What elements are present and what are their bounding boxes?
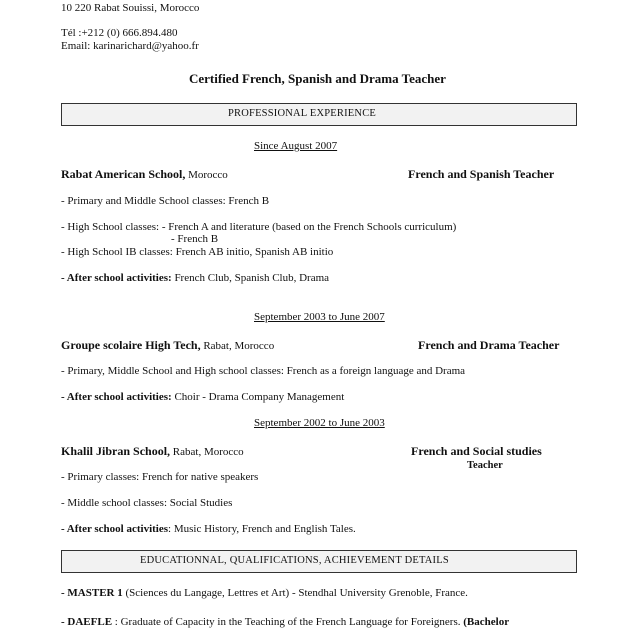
duty-item: - French B bbox=[171, 233, 219, 245]
duty-item: - High School classes: - French A and literature (based on the French Schools curriculum) bbox=[61, 221, 457, 233]
activities-label: - After school activities bbox=[61, 523, 169, 535]
education-text: (Sciences du Langage, Lettres et Art) - Stendhal University Grenoble, France. bbox=[122, 587, 468, 599]
address: 10 220 Rabat Souissi, Morocco bbox=[61, 2, 200, 14]
duty-item: - Primary and Middle School classes: French B bbox=[61, 195, 270, 207]
activities-label: - After school activities: bbox=[61, 391, 172, 403]
employer-line bbox=[61, 168, 228, 182]
activities-line bbox=[61, 523, 356, 536]
page-title: Certified French, Spanish and Drama Teacher bbox=[189, 71, 446, 86]
activities-label: - After school activities: bbox=[61, 272, 172, 284]
duty-item: - Middle school classes: Social Studies bbox=[61, 497, 233, 509]
job-role-continued: Teacher bbox=[467, 460, 503, 471]
duty-item: - High School IB classes: French AB initio, Spanish AB initio bbox=[61, 246, 334, 258]
school-location: Rabat, Morocco bbox=[200, 340, 275, 352]
education-text-bold: (Bachelor bbox=[463, 616, 510, 628]
duty-item: - Primary, Middle School and High school classes: French as a foreign language and Drama bbox=[61, 365, 466, 377]
section-title: EDUCATIONNAL, QUALIFICATIONS, ACHIEVEMENT DETAILS bbox=[140, 555, 449, 566]
phone: Tél :+212 (0) 666.894.480 bbox=[61, 27, 178, 39]
employer-line bbox=[61, 445, 244, 459]
education-label: - DAEFLE bbox=[61, 616, 113, 628]
job-dates: Since August 2007 bbox=[254, 140, 338, 152]
school-location: Rabat, Morocco bbox=[170, 446, 244, 458]
education-label: - MASTER 1 bbox=[61, 587, 123, 599]
job-dates: September 2003 to June 2007 bbox=[254, 311, 385, 323]
school-location: Morocco bbox=[185, 169, 228, 181]
email: Email: karinarichard@yahoo.fr bbox=[61, 40, 199, 52]
education-item bbox=[61, 616, 509, 629]
job-role: French and Spanish Teacher bbox=[408, 167, 555, 181]
job-role: French and Social studies bbox=[411, 444, 542, 458]
activities-text: : Music History, French and English Tales. bbox=[168, 523, 356, 535]
school-name: Groupe scolaire High Tech, bbox=[61, 338, 201, 352]
activities-text: Choir - Drama Company Management bbox=[171, 391, 345, 403]
duty-item: - Primary classes: French for native speakers bbox=[61, 471, 259, 483]
activities-text: French Club, Spanish Club, Drama bbox=[171, 272, 330, 284]
job-role: French and Drama Teacher bbox=[418, 338, 560, 352]
employer-line bbox=[61, 339, 274, 353]
section-header-education bbox=[61, 550, 577, 573]
section-title: PROFESSIONAL EXPERIENCE bbox=[228, 108, 377, 119]
activities-line bbox=[61, 272, 329, 285]
education-item bbox=[61, 587, 468, 600]
section-header-experience bbox=[61, 103, 577, 126]
school-name: Rabat American School, bbox=[61, 167, 186, 181]
job-dates: September 2002 to June 2003 bbox=[254, 417, 385, 429]
school-name: Khalil Jibran School, bbox=[61, 444, 171, 458]
education-text: : Graduate of Capacity in the Teaching of the French Language for Foreigners. bbox=[112, 616, 464, 628]
activities-line bbox=[61, 391, 344, 404]
